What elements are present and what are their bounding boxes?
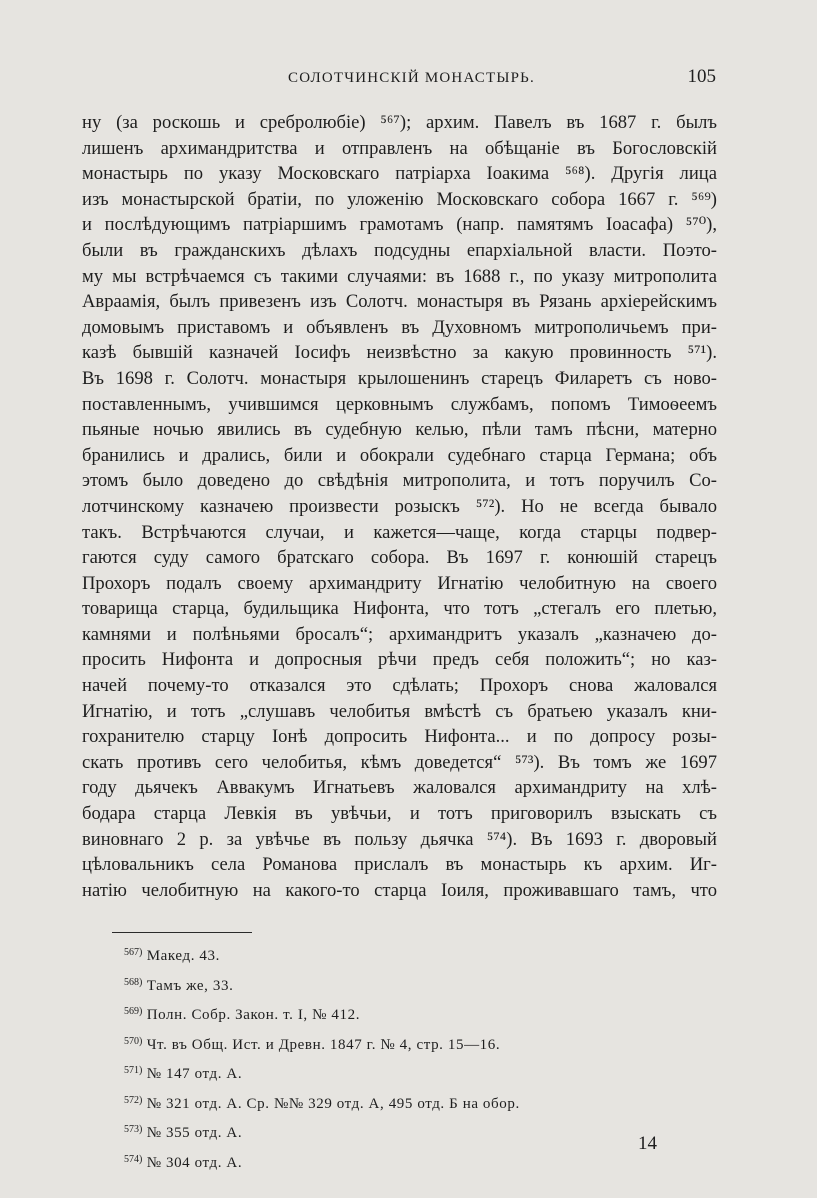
footnote-text: № 147 отд. А. xyxy=(146,1066,243,1082)
text-line: изъ монастырской братіи, по уложенію Московскаго собора 1667 г. ⁵⁶⁹) xyxy=(82,188,717,210)
text-line: камнями и полѣньями бросалъ“; архимандритъ указалъ „казначею до- xyxy=(82,623,717,645)
running-title: СОЛОТЧИНСКІЙ МОНАСТЫРЬ. xyxy=(288,70,535,86)
text-line: монастырь по указу Московскаго патріарха Іоакима ⁵⁶⁸). Другія лица xyxy=(82,163,717,185)
text-line: натію челобитную на какого-то старца Іоиля, проживавшаго тамъ, что xyxy=(82,879,717,901)
footnote-text: Полн. Собр. Закон. т. I, № 412. xyxy=(146,1007,361,1023)
text-line: лишенъ архимандритства и отправленъ на обѣщаніе въ Богословскій xyxy=(82,137,717,159)
text-line: лотчинскому казначею произвести розыскъ ⁵⁷²). Но не всегда бывало xyxy=(82,495,717,517)
body-text xyxy=(82,110,717,903)
text-line: были въ гражданскихъ дѣлахъ подсудны епархіальной власти. Поэто- xyxy=(82,239,717,261)
footnote-mark: 574) xyxy=(124,1153,143,1165)
footnote-mark: 570) xyxy=(124,1035,143,1047)
text-line: му мы встрѣчаемся съ такими случаями: въ 1688 г., по указу митрополита xyxy=(82,265,717,287)
footnote xyxy=(124,940,520,970)
text-line: бодара старца Левкія въ увѣчьи, и тотъ приговорилъ взыскать съ xyxy=(82,803,717,825)
text-line: Игнатію, и тотъ „слушавъ челобитья вмѣстѣ съ братьею указалъ кни- xyxy=(82,700,717,722)
footnote-text: № 304 отд. А. xyxy=(146,1154,243,1171)
text-line: товарища старца, будильщика Нифонта, что тотъ „стегалъ его плетью, xyxy=(82,598,717,620)
footnote xyxy=(124,1029,520,1059)
footnote-text: Макед. 43. xyxy=(146,948,220,964)
footnote-rule xyxy=(112,932,252,933)
footnote-mark: 569) xyxy=(124,1006,143,1017)
page-number: 105 xyxy=(687,66,716,87)
text-line: и послѣдующимъ патріаршимъ грамотамъ (напр. памятямъ Іоасафа) ⁵⁷⁰), xyxy=(82,214,717,236)
text-line: скать противъ сего челобитья, кѣмъ доведется“ ⁵⁷³). Въ томъ же 1697 xyxy=(82,751,717,773)
footnote-text: № 355 отд. А. xyxy=(146,1125,243,1141)
text-line: Авраамія, былъ привезенъ изъ Солотч. монастыря въ Рязань архіерейскимъ xyxy=(82,291,717,313)
footnote xyxy=(124,1147,520,1177)
footnote-mark: 573) xyxy=(124,1124,143,1135)
footnote-mark: 572) xyxy=(124,1094,143,1106)
footnote xyxy=(124,1088,520,1118)
footnote-text: Тамъ же, 33. xyxy=(146,977,234,994)
footnote-text: Чт. въ Общ. Ист. и Древн. 1847 г. № 4, стр. 15—16. xyxy=(146,1036,501,1053)
text-line: просить Нифонта и допросныя рѣчи предъ себя положить“; но каз- xyxy=(82,649,717,671)
footnote xyxy=(124,970,520,1000)
text-line: Прохоръ подалъ своему архимандриту Игнатію челобитную на своего xyxy=(82,572,717,594)
footnote xyxy=(124,1058,520,1088)
text-line: бранились и дрались, били и обокрали судебнаго старца Германа; объ xyxy=(82,444,717,466)
text-line: поставленнымъ, учившимся церковнымъ службамъ, попомъ Тимоѳеемъ xyxy=(82,393,717,415)
text-line: гохранителю старцу Іонѣ допросить Нифонта... и по допросу розы- xyxy=(82,726,717,748)
text-line: цѣловальникъ села Романова прислалъ въ монастырь къ архим. Иг- xyxy=(82,854,717,876)
text-line: такъ. Встрѣчаются случаи, и кажется—чаще, когда старцы подвер- xyxy=(82,521,717,543)
text-line: пьяные ночью явились въ судебную келью, пѣли тамъ пѣсни, матерно xyxy=(82,419,717,441)
text-line: начей почему-то отказался это сдѣлать; Прохоръ снова жаловался xyxy=(82,675,717,697)
text-line: виновнаго 2 р. за увѣчье въ пользу дьячка ⁵⁷⁴). Въ 1693 г. дворовый xyxy=(82,828,717,850)
text-line: году дьячекъ Аввакумъ Игнатьевъ жаловался архимандриту на хлѣ- xyxy=(82,777,717,799)
text-line: Въ 1698 г. Солотч. монастыря крылошенинъ старецъ Филаретъ съ ново- xyxy=(82,367,717,389)
footnote xyxy=(124,999,520,1029)
footnote-text: № 321 отд. А. Ср. №№ 329 отд. А, 495 отд. Б на обор. xyxy=(146,1095,520,1112)
text-line: казѣ бывшій казначей Іосифъ неизвѣстно за какую провинность ⁵⁷¹). xyxy=(82,342,717,364)
footnote-mark: 567) xyxy=(124,947,143,958)
text-line: этомъ было доведено до свѣдѣнія митрополита, и тотъ поручилъ Со- xyxy=(82,470,717,492)
text-line: домовымъ приставомъ и объявленъ въ Духовномъ митрополичьемъ при- xyxy=(82,316,717,338)
text-line: гаются суду самого братскаго собора. Въ 1697 г. конюшій старецъ xyxy=(82,547,717,569)
footnote xyxy=(124,1117,520,1147)
footnote-mark: 571) xyxy=(124,1065,143,1076)
text-line: ну (за роскошь и сребролюбіе) ⁵⁶⁷); архим. Павелъ въ 1687 г. былъ xyxy=(82,112,717,133)
footnotes xyxy=(124,940,520,1176)
signature-mark: 14 xyxy=(638,1133,657,1154)
footnote-mark: 568) xyxy=(124,976,143,988)
